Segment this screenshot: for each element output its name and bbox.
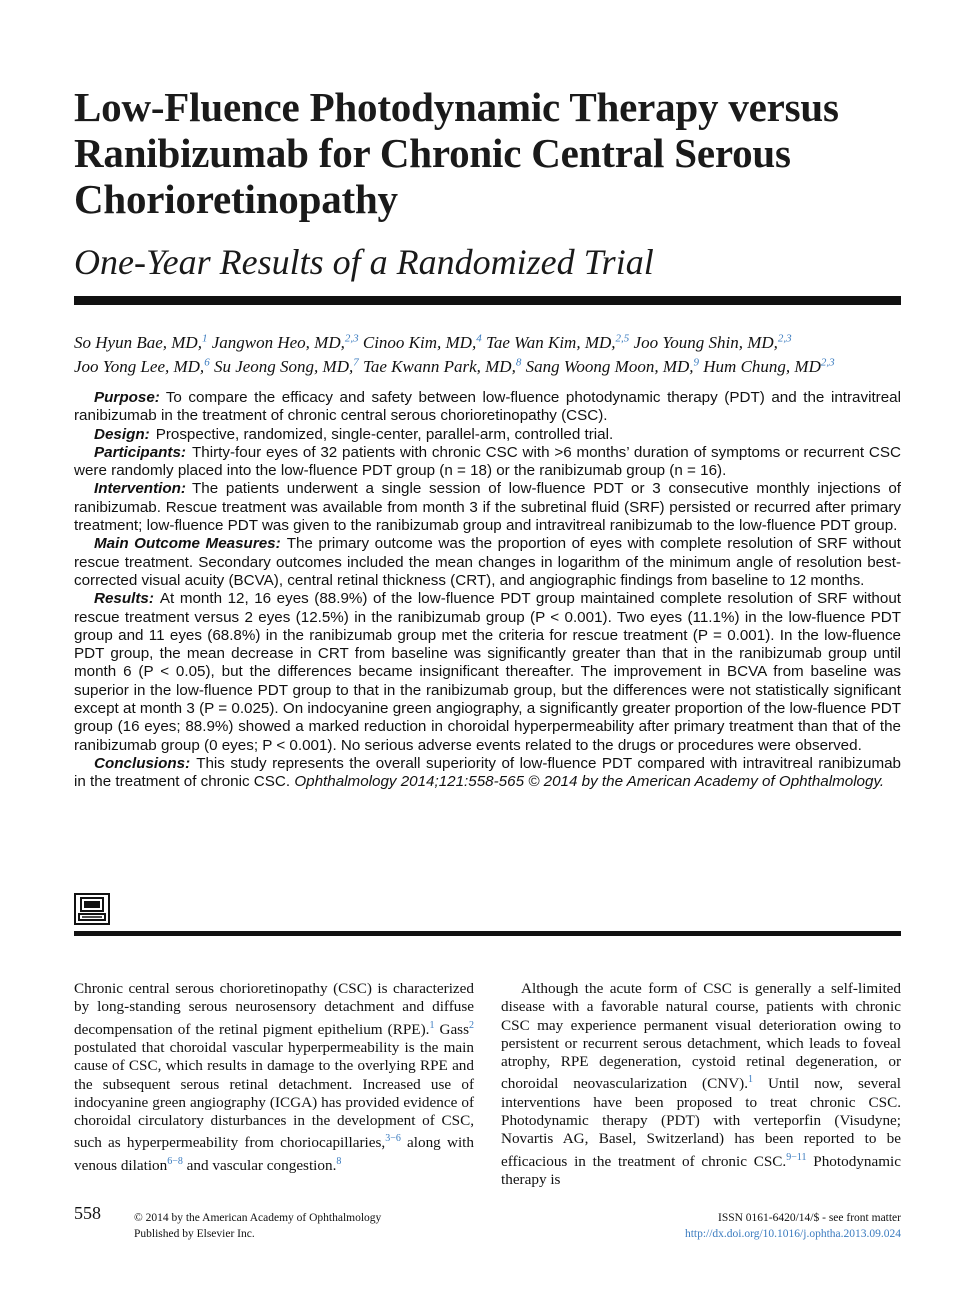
citation-ref[interactable]: 8: [336, 1155, 342, 1167]
affiliation-ref[interactable]: 6: [204, 356, 210, 369]
abstract-conclusions: Conclusions: This study represents the overall superiority of low-fluence PDT compared with intravitreal ranibizumab in the treatment of chronic CSC. Ophthalmology 2014;121:558-565 © 2014 by the American Academy of Ophthalmology.: [74, 754, 901, 791]
abstract: [74, 389, 901, 792]
author: Sang Woong Moon, MD,$^9$: [525, 356, 700, 377]
journal-citation: Ophthalmology 2014;121:558-565 © 2014 by the American Academy of Ophthalmology.: [294, 773, 885, 791]
affiliation-ref[interactable]: 2,3: [777, 332, 792, 344]
page-number: 558: [74, 1203, 101, 1223]
author: Joo Yong Lee, MD,$^6$: [74, 356, 210, 377]
affiliation-ref[interactable]: 2,3: [820, 356, 835, 369]
author: Hum Chung, MD$^{2,3}$: [703, 356, 835, 377]
abstract-participants: Participants: Thirty-four eyes of 32 patients with chronic CSC with >6 months’ duration of symptoms or recurrent CSC were randomly placed into the low-fluence PDT group (n = 18) or the ranibizumab group (n = 16).: [74, 443, 901, 480]
author: Cinoo Kim, MD,$^4$: [362, 332, 482, 352]
section-label: Purpose:: [94, 389, 160, 406]
affiliation-ref[interactable]: 4: [476, 332, 482, 344]
section-label: Participants:: [94, 443, 186, 461]
abstract-purpose: Purpose: To compare the efficacy and safety between low-fluence photodynamic therapy (PDT) and the intravitreal ranibizumab in the treatment of chronic central serous chorioretinopathy (CSC).: [74, 389, 901, 425]
citation-ref[interactable]: 2: [469, 1019, 475, 1031]
computer-icon[interactable]: [74, 893, 110, 925]
affiliation-ref[interactable]: 7: [353, 356, 359, 369]
paragraph: Chronic central serous chorioretinopathy (CSC) is characterized by long-standing serous neurosensory detachment and diffuse decompensation of the retinal pigment epithelium (RPE).$^1$ Gass$^2$ postulated that choroidal vascular hyperpermeability is the main cause of CSC, which results in damage to the overlying RPE and the subsequent serous retinal detachment. Increased use of indocyanine green angiography (ICGA) has provided evidence of choroidal circulatory disturbances in the development of CSC, such as hyperpermeability from choriocapillaries,$^{3-6}$ along with venous dilation$^{6-8}$ and vascular congestion.$^8$: [74, 980, 475, 1174]
section-label: Main Outcome Measures:: [94, 535, 281, 553]
affiliation-ref[interactable]: 9: [693, 356, 700, 369]
author: Tae Wan Kim, MD,$^{2,5}$: [485, 332, 630, 352]
abstract-rule: [74, 931, 901, 936]
issn-line: ISSN 0161-6420/14/$ - see front matter: [717, 1212, 901, 1224]
section-label: Intervention:: [94, 480, 186, 498]
affiliation-ref[interactable]: 2,5: [615, 332, 630, 344]
abstract-design: Design: Prospective, randomized, single-center, parallel-arm, controlled trial.: [74, 426, 901, 444]
author: Joo Young Shin, MD,$^{2,3}$: [633, 332, 792, 352]
affiliation-ref[interactable]: 2,3: [344, 332, 359, 344]
abstract-main-outcome: Main Outcome Measures: The primary outcome was the proportion of eyes with complete resolution of SRF without rescue treatment. Secondary outcomes included the mean changes in logarithm of the minimum angle of resolution best-corrected visual acuity (BCVA), central retinal thickness (CRT), and angiographic findings from baseline to 12 months.: [74, 535, 901, 589]
footer-issn: [685, 1210, 901, 1242]
body-column-left: [74, 980, 474, 1175]
section-label: Results:: [94, 590, 154, 608]
section-label: Design:: [94, 425, 150, 443]
article-subtitle: One-Year Results of a Randomized Trial: [74, 242, 654, 282]
doi-link[interactable]: http://dx.doi.org/10.1016/j.ophtha.2013.09.024: [684, 1228, 901, 1240]
author: Tae Kwann Park, MD,$^8$: [362, 356, 522, 377]
author: Su Jeong Song, MD,$^7$: [213, 356, 359, 377]
section-label: Conclusions:: [94, 754, 191, 772]
article-title: Low-Fluence Photodynamic Therapy versus Ranibizumab for Chronic Central Serous Chorioretinopathy: [74, 84, 839, 222]
header-rule: [74, 296, 901, 305]
citation-ref[interactable]: 1: [748, 1074, 754, 1086]
publisher-line: Published by Elsevier Inc.: [134, 1228, 255, 1240]
affiliation-ref[interactable]: 1: [201, 332, 208, 344]
body-column-right: [501, 980, 901, 1189]
citation-ref[interactable]: 9−11: [786, 1151, 807, 1163]
footer-copyright: [134, 1210, 381, 1242]
abstract-results: Results: At month 12, 16 eyes (88.9%) of the low-fluence PDT group maintained complete resolution of SRF without rescue treatment versus 2 eyes (12.5%) in the ranibizumab group (P < 0.001). Two eyes (11.1%) in the low-fluence PDT group and 11 eyes (68.8%) in the ranibizumab group met the criteria for rescue treatment (P = 0.001). In the low-fluence PDT group, the mean decrease in CRT from baseline was significantly greater than that in the ranibizumab group until month 6 (P < 0.05), but the differences became insignificant thereafter. The improvement in BCVA from baseline was superior in the low-fluence PDT group to that in the ranibizumab group, but the differences were not statistically significant except at month 3 (P = 0.025). On indocyanine green angiography, a significantly greater proportion of the low-fluence PDT group (16 eyes; 88.9%) showed a marked reduction in choroidal hyperpermeability after primary treatment than that of the ranibizumab group (0 eyes; P < 0.001). No serious adverse events related to the drugs or procedures were observed.: [74, 590, 901, 754]
affiliation-ref[interactable]: 8: [515, 356, 522, 369]
citation-ref[interactable]: 6−8: [167, 1155, 183, 1167]
citation-ref[interactable]: 1: [429, 1019, 435, 1031]
citation-ref[interactable]: 3−6: [385, 1133, 401, 1145]
abstract-intervention: Intervention: The patients underwent a single session of low-fluence PDT or 3 consecutive monthly injections of ranibizumab. Rescue treatment was available from month 3 if the subretinal fluid (SRF) persisted or recurred after primary treatment; low-fluence PDT was given to the ranibizumab group and intravitreal ranibizumab to the low-fluence PDT group.: [74, 480, 901, 535]
paragraph: Although the acute form of CSC is generally a self-limited disease with a favorable natural course, patients with chronic CSC may experience permanent visual deterioration owing to persistent or recurrent serous detachment, which leads to foveal atrophy, RPE degeneration, cystoid retinal degeneration, or choroidal neovascularization (CNV).$^1$ Until now, several interventions have been proposed to treat chronic CSC. Photodynamic therapy (PDT) with verteporfin (Visudyne; Novartis AG, Basel, Switzerland) has been reported to be efficacious in the treatment of chronic CSC.$^{9-11}$ Photodynamic therapy is: [501, 980, 902, 1189]
author-list: [74, 328, 914, 377]
author: Jangwon Heo, MD,$^{2,3}$: [211, 332, 359, 352]
author: So Hyun Bae, MD,$^1$: [74, 332, 208, 352]
copyright-line: © 2014 by the American Academy of Ophthalmology: [134, 1212, 382, 1224]
